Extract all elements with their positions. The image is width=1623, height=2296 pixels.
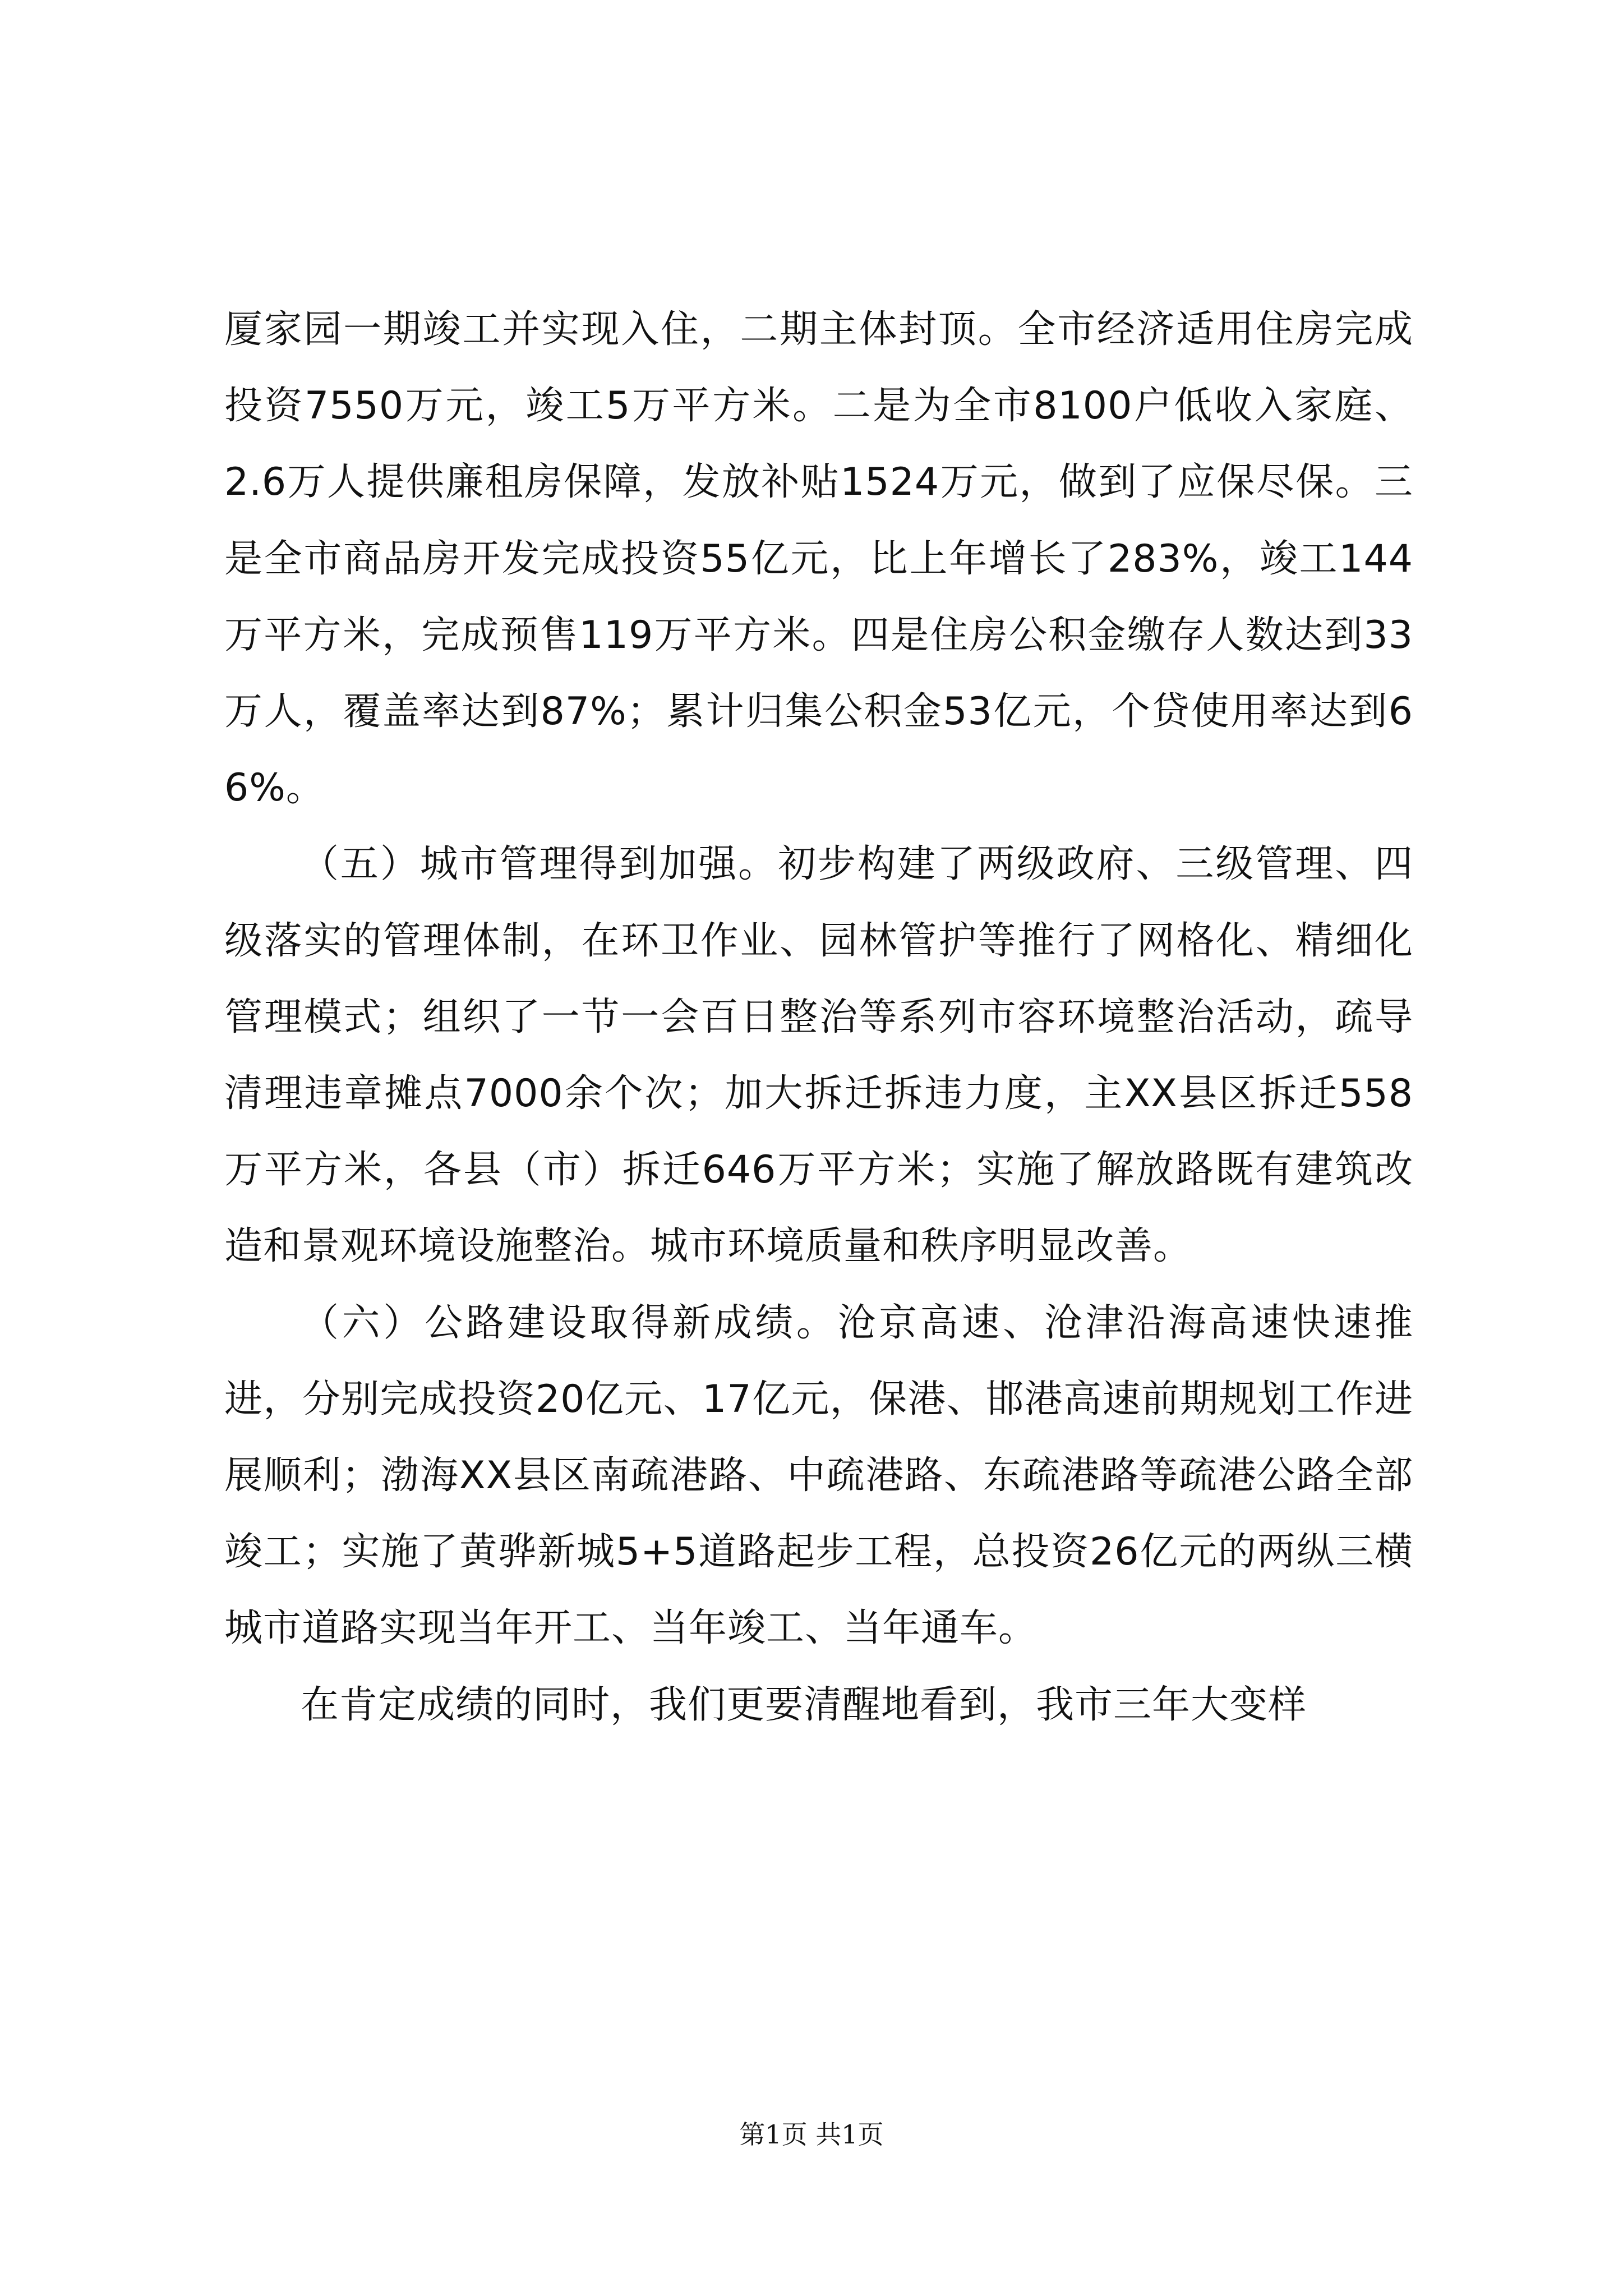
- paragraph-city-management: （五）城市管理得到加强。初步构建了两级政府、三级管理、四级落实的管理体制，在环卫作业、园林管护等推行了网格化、精细化管理模式；组织了一节一会百日整治等系列市容环境整治活动，疏导清理违章摊点7000余个次；加大拆迁拆违力度，主XX县区拆迁558万平方米，各县（市）拆迁646万平方米；实施了解放路既有建筑改造和景观环境设施整治。城市环境质量和秩序明显改善。: [224, 842, 1413, 1269]
- document-body: [224, 292, 1413, 1743]
- paragraph-conclusion: 在肯定成绩的同时，我们更要清醒地看到，我市三年大变样: [301, 1682, 1307, 1727]
- paragraph-road-construction: （六）公路建设取得新成绩。沧京高速、沧津沿海高速快速推进，分别完成投资20亿元、17亿元，保港、邯港高速前期规划工作进展顺利；渤海XX县区南疏港路、中疏港路、东疏港路等疏港公路全部竣工；实施了黄骅新城5+5道路起步工程，总投资26亿元的两纵三横城市道路实现当年开工、当年竣工、当年通车。: [224, 1300, 1413, 1651]
- page-footer: [0, 2118, 1623, 2151]
- paragraph-housing: 厦家园一期竣工并实现入住，二期主体封顶。全市经济适用住房完成投资7550万元，竣工5万平方米。二是为全市8100户低收入家庭、2.6万人提供廉租房保障，发放补贴1524万元，做到了应保尽保。三是全市商品房开发完成投资55亿元，比上年增长了283%，竣工144万平方米，完成预售119万平方米。四是住房公积金缴存人数达到33万人，覆盖率达到87%；累计归集公积金53亿元，个贷使用率达到66%。: [224, 307, 1413, 811]
- page-number-label: 第1页 共1页: [739, 2119, 884, 2150]
